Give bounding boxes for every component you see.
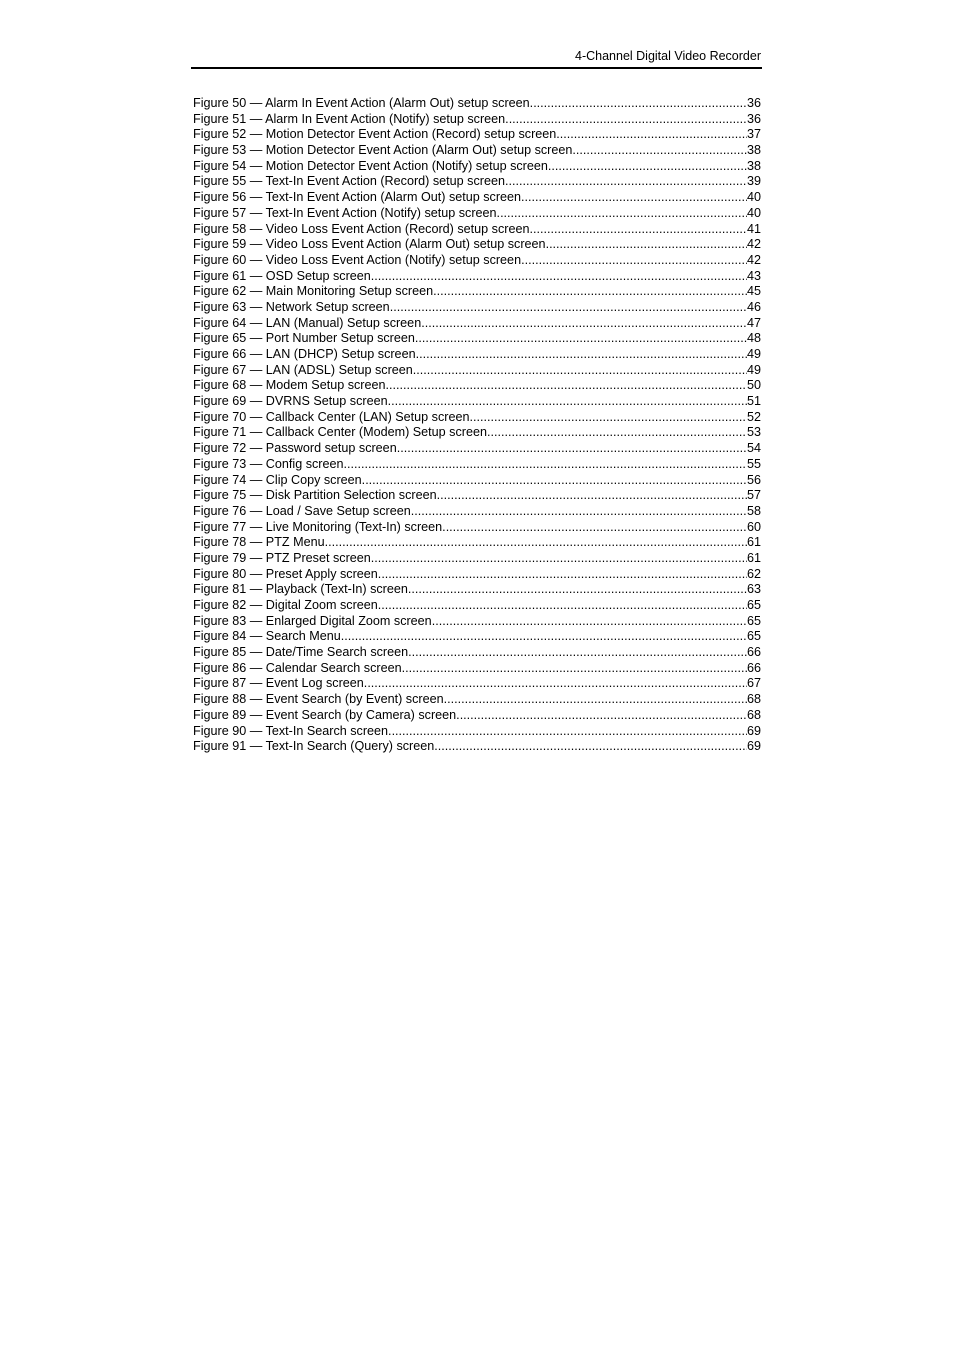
toc-entry[interactable] bbox=[193, 520, 761, 536]
toc-dot-leader bbox=[374, 551, 747, 567]
toc-dot-leader bbox=[344, 629, 747, 645]
toc-entry-page-number: 54 bbox=[746, 441, 761, 456]
toc-entry-page-number: 45 bbox=[746, 284, 761, 299]
toc-entry-label: Figure 58 — Video Loss Event Action (Record) setup screen. bbox=[193, 221, 533, 236]
toc-dot-leader bbox=[437, 284, 747, 300]
toc-entry-page-number: 38 bbox=[746, 143, 761, 158]
toc-entry-page-number: 47 bbox=[746, 315, 761, 330]
toc-dot-leader bbox=[328, 535, 747, 551]
toc-dot-leader bbox=[419, 347, 747, 363]
toc-entry-label: Figure 85 — Date/Time Search screen. bbox=[193, 645, 412, 660]
toc-entry-page-number: 65 bbox=[746, 598, 761, 612]
toc-dot-leader bbox=[533, 222, 747, 238]
toc-dot-leader bbox=[412, 645, 747, 661]
toc-entry-page-number: 48 bbox=[746, 331, 761, 346]
toc-entry-page-number: 53 bbox=[746, 425, 761, 440]
toc-entry[interactable] bbox=[193, 645, 761, 661]
toc-entry-label: Figure 84 — Search Menu. bbox=[193, 629, 345, 644]
toc-entry-page-number: 51 bbox=[746, 394, 761, 409]
toc-entry[interactable] bbox=[193, 347, 761, 363]
toc-entry-label: Figure 79 — PTZ Preset screen. bbox=[193, 550, 375, 565]
toc-dot-leader bbox=[473, 410, 747, 426]
toc-entry-page-number: 36 bbox=[746, 96, 761, 110]
toc-entry-label: Figure 80 — Preset Apply screen. bbox=[193, 566, 382, 581]
toc-entry[interactable] bbox=[193, 394, 761, 410]
toc-dot-leader bbox=[525, 190, 747, 206]
toc-dot-leader bbox=[416, 363, 747, 379]
toc-dot-leader bbox=[446, 520, 747, 536]
toc-entry-page-number: 43 bbox=[746, 268, 761, 283]
toc-entry-label: Figure 61 — OSD Setup screen. bbox=[193, 268, 375, 283]
toc-entry-label: Figure 62 — Main Monitoring Setup screen. bbox=[193, 284, 437, 299]
toc-entry-page-number: 61 bbox=[746, 535, 761, 550]
toc-entry-label: Figure 51 — Alarm In Event Action (Notify) setup screen. bbox=[193, 111, 509, 126]
toc-entry-label: Figure 87 — Event Log screen. bbox=[193, 676, 368, 691]
toc-entry-page-number: 46 bbox=[746, 299, 761, 314]
toc-dot-leader bbox=[414, 504, 747, 520]
toc-entry-label: Figure 64 — LAN (Manual) Setup screen. bbox=[193, 315, 425, 330]
toc-dot-leader bbox=[405, 661, 747, 677]
toc-entry-label: Figure 91 — Text-In Search (Query) screen. bbox=[193, 739, 438, 754]
toc-dot-leader bbox=[393, 300, 747, 316]
toc-entry-label: Figure 76 — Load / Save Setup screen. bbox=[193, 503, 415, 518]
toc-dot-leader bbox=[460, 708, 747, 724]
toc-entry-page-number: 52 bbox=[746, 409, 761, 424]
toc-entry-label: Figure 52 — Motion Detector Event Action (Record) setup screen. bbox=[193, 127, 560, 142]
toc-entry-page-number: 60 bbox=[746, 519, 761, 534]
toc-entry-label: Figure 67 — LAN (ADSL) Setup screen. bbox=[193, 362, 417, 377]
toc-entry[interactable] bbox=[193, 567, 761, 583]
toc-entry-label: Figure 69 — DVRNS Setup screen. bbox=[193, 394, 392, 409]
toc-entry-page-number: 42 bbox=[746, 252, 761, 267]
toc-entry-page-number: 36 bbox=[746, 111, 761, 126]
toc-entry[interactable] bbox=[193, 504, 761, 520]
toc-entry-label: Figure 83 — Enlarged Digital Zoom screen. bbox=[193, 613, 436, 628]
toc-entry[interactable] bbox=[193, 96, 761, 112]
toc-entry[interactable] bbox=[193, 143, 761, 159]
toc-dot-leader bbox=[347, 457, 747, 473]
toc-entry-page-number: 65 bbox=[746, 629, 761, 644]
toc-entry-label: Figure 82 — Digital Zoom screen. bbox=[193, 598, 382, 612]
toc-dot-leader bbox=[367, 676, 747, 692]
toc-entry[interactable] bbox=[193, 661, 761, 677]
toc-entry[interactable] bbox=[193, 222, 761, 238]
toc-entry[interactable] bbox=[193, 237, 761, 253]
toc-entry-page-number: 68 bbox=[746, 707, 761, 722]
toc-dot-leader bbox=[425, 316, 747, 332]
list-of-figures bbox=[193, 96, 761, 755]
toc-entry-label: Figure 75 — Disk Partition Selection screen. bbox=[193, 488, 441, 503]
toc-entry-page-number: 58 bbox=[746, 503, 761, 518]
toc-entry[interactable] bbox=[193, 708, 761, 724]
toc-dot-leader bbox=[551, 159, 747, 175]
toc-entry[interactable] bbox=[193, 112, 761, 128]
toc-entry-label: Figure 89 — Event Search (by Camera) screen. bbox=[193, 707, 460, 722]
toc-entry-label: Figure 73 — Config screen. bbox=[193, 456, 347, 471]
toc-entry[interactable] bbox=[193, 190, 761, 206]
toc-entry[interactable] bbox=[193, 378, 761, 394]
toc-entry-label: Figure 59 — Video Loss Event Action (Alarm Out) setup screen. bbox=[193, 237, 550, 252]
toc-entry-label: Figure 81 — Playback (Text-In) screen. bbox=[193, 582, 412, 597]
toc-entry-page-number: 61 bbox=[746, 550, 761, 565]
toc-entry-page-number: 37 bbox=[746, 127, 761, 142]
toc-entry[interactable] bbox=[193, 488, 761, 504]
toc-dot-leader bbox=[447, 692, 747, 708]
toc-entry[interactable] bbox=[193, 629, 761, 645]
toc-entry-page-number: 66 bbox=[746, 660, 761, 675]
toc-entry-page-number: 67 bbox=[746, 676, 761, 691]
toc-entry[interactable] bbox=[193, 551, 761, 567]
toc-entry[interactable] bbox=[193, 739, 761, 755]
toc-entry-page-number: 57 bbox=[746, 488, 761, 503]
toc-entry-label: Figure 78 — PTZ Menu. bbox=[193, 535, 329, 550]
toc-dot-leader bbox=[438, 739, 747, 755]
toc-entry-label: Figure 54 — Motion Detector Event Action (Notify) setup screen. bbox=[193, 158, 552, 173]
toc-entry-label: Figure 88 — Event Search (by Event) screen. bbox=[193, 692, 448, 707]
toc-entry[interactable] bbox=[193, 724, 761, 740]
toc-entry-page-number: 66 bbox=[746, 645, 761, 660]
toc-dot-leader bbox=[391, 394, 747, 410]
toc-dot-leader bbox=[500, 206, 747, 222]
toc-entry-label: Figure 60 — Video Loss Event Action (Notify) setup screen. bbox=[193, 252, 525, 267]
toc-entry-page-number: 69 bbox=[746, 739, 761, 754]
toc-entry[interactable] bbox=[193, 692, 761, 708]
toc-dot-leader bbox=[435, 614, 747, 630]
toc-entry[interactable] bbox=[193, 457, 761, 473]
toc-entry-page-number: 42 bbox=[746, 237, 761, 252]
toc-entry[interactable] bbox=[193, 676, 761, 692]
toc-entry[interactable] bbox=[193, 535, 761, 551]
toc-dot-leader bbox=[365, 473, 747, 489]
toc-entry[interactable] bbox=[193, 300, 761, 316]
toc-entry[interactable] bbox=[193, 331, 761, 347]
toc-entry-page-number: 65 bbox=[746, 613, 761, 628]
toc-entry[interactable] bbox=[193, 582, 761, 598]
toc-entry-page-number: 49 bbox=[746, 347, 761, 361]
toc-entry-label: Figure 86 — Calendar Search screen. bbox=[193, 660, 406, 675]
toc-entry[interactable] bbox=[193, 441, 761, 457]
toc-entry[interactable] bbox=[193, 127, 761, 143]
toc-entry-page-number: 63 bbox=[746, 582, 761, 597]
toc-entry-label: Figure 50 — Alarm In Event Action (Alarm Out) setup screen. bbox=[193, 96, 534, 110]
toc-entry-label: Figure 53 — Motion Detector Event Action (Alarm Out) setup screen. bbox=[193, 143, 576, 158]
toc-entry-label: Figure 74 — Clip Copy screen. bbox=[193, 472, 366, 487]
toc-entry[interactable] bbox=[193, 410, 761, 426]
toc-entry-label: Figure 66 — LAN (DHCP) Setup screen. bbox=[193, 347, 420, 361]
toc-dot-leader bbox=[490, 425, 747, 441]
toc-entry[interactable] bbox=[193, 253, 761, 269]
toc-entry-page-number: 68 bbox=[746, 692, 761, 707]
toc-entry[interactable] bbox=[193, 206, 761, 222]
toc-entry-label: Figure 77 — Live Monitoring (Text-In) screen. bbox=[193, 519, 446, 534]
toc-dot-leader bbox=[508, 174, 747, 190]
toc-entry[interactable] bbox=[193, 269, 761, 285]
toc-dot-leader bbox=[576, 143, 747, 159]
toc-entry[interactable] bbox=[193, 614, 761, 630]
toc-entry-page-number: 55 bbox=[746, 456, 761, 471]
toc-entry-page-number: 49 bbox=[746, 362, 761, 377]
toc-entry-page-number: 56 bbox=[746, 472, 761, 487]
toc-entry-label: Figure 72 — Password setup screen. bbox=[193, 441, 401, 456]
toc-dot-leader bbox=[418, 331, 747, 347]
toc-dot-leader bbox=[411, 582, 747, 598]
toc-entry[interactable] bbox=[193, 425, 761, 441]
toc-entry-label: Figure 56 — Text-In Event Action (Alarm Out) setup screen. bbox=[193, 190, 525, 205]
toc-entry-page-number: 62 bbox=[746, 566, 761, 581]
toc-dot-leader bbox=[389, 378, 747, 394]
toc-entry-label: Figure 63 — Network Setup screen. bbox=[193, 299, 394, 314]
toc-entry[interactable] bbox=[193, 473, 761, 489]
toc-dot-leader bbox=[400, 441, 747, 457]
toc-entry-page-number: 50 bbox=[746, 378, 761, 393]
toc-entry-page-number: 38 bbox=[746, 158, 761, 173]
toc-entry[interactable] bbox=[193, 284, 761, 300]
toc-entry-page-number: 41 bbox=[746, 221, 761, 236]
toc-dot-leader bbox=[440, 488, 747, 504]
toc-entry[interactable] bbox=[193, 174, 761, 190]
toc-dot-leader bbox=[560, 127, 747, 143]
toc-dot-leader bbox=[549, 237, 747, 253]
toc-entry-label: Figure 90 — Text-In Search screen. bbox=[193, 723, 392, 738]
toc-dot-leader bbox=[392, 724, 747, 740]
toc-dot-leader bbox=[533, 96, 747, 112]
running-header-title: 4-Channel Digital Video Recorder bbox=[575, 49, 761, 63]
toc-entry[interactable] bbox=[193, 316, 761, 332]
toc-entry-page-number: 69 bbox=[746, 723, 761, 738]
toc-entry-label: Figure 65 — Port Number Setup screen. bbox=[193, 331, 419, 346]
toc-entry-page-number: 40 bbox=[746, 205, 761, 220]
toc-dot-leader bbox=[381, 598, 747, 614]
toc-dot-leader bbox=[509, 112, 747, 128]
toc-entry-page-number: 40 bbox=[746, 190, 761, 205]
toc-entry-page-number: 39 bbox=[746, 174, 761, 189]
toc-dot-leader bbox=[381, 567, 747, 583]
toc-entry-label: Figure 71 — Callback Center (Modem) Setup screen. bbox=[193, 425, 491, 440]
toc-dot-leader bbox=[374, 269, 747, 285]
toc-entry[interactable] bbox=[193, 363, 761, 379]
toc-entry-label: Figure 57 — Text-In Event Action (Notify) setup screen. bbox=[193, 205, 501, 220]
toc-entry[interactable] bbox=[193, 598, 761, 614]
toc-entry-label: Figure 70 — Callback Center (LAN) Setup screen. bbox=[193, 409, 473, 424]
toc-entry-label: Figure 68 — Modem Setup screen. bbox=[193, 378, 389, 393]
toc-dot-leader bbox=[525, 253, 747, 269]
page-header bbox=[191, 47, 762, 69]
toc-entry-label: Figure 55 — Text-In Event Action (Record) setup screen. bbox=[193, 174, 509, 189]
toc-entry[interactable] bbox=[193, 159, 761, 175]
